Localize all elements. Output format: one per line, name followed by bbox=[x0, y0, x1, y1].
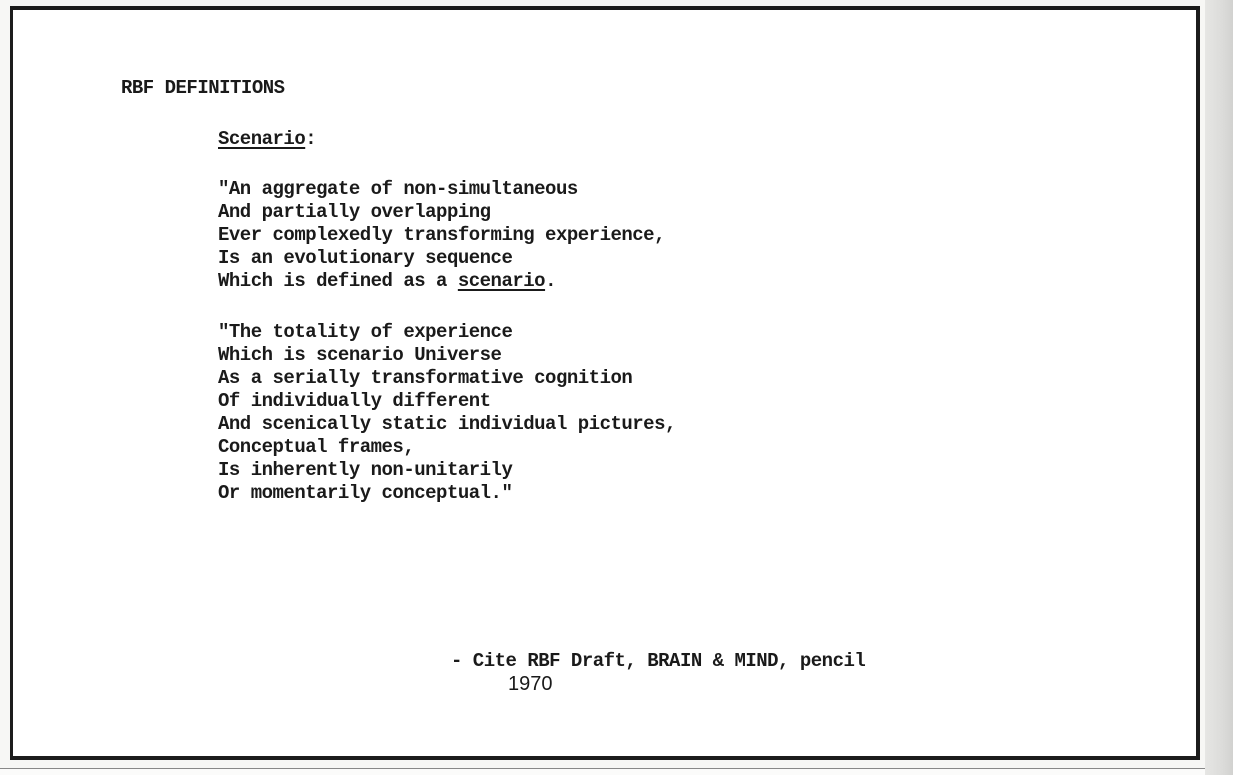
stanza-1-line-3: Ever complexedly transforming experience, bbox=[218, 224, 665, 246]
page-title: RBF DEFINITIONS bbox=[121, 77, 285, 99]
stanza-2-line-4: Of individually different bbox=[218, 390, 491, 412]
stanza-2-line-1: "The totality of experience bbox=[218, 321, 513, 343]
stanza-2-line-2: Which is scenario Universe bbox=[218, 344, 502, 366]
quote-stanza-2 bbox=[218, 321, 676, 505]
quote-stanza-1 bbox=[218, 178, 665, 293]
stanza-1-line-5 bbox=[218, 270, 665, 293]
stanza-1-line-4: Is an evolutionary sequence bbox=[218, 247, 513, 269]
stanza-2-line-3: As a serially transformative cognition bbox=[218, 367, 633, 389]
stanza-1-line-1: "An aggregate of non-simultaneous bbox=[218, 178, 578, 200]
stanza-1-line-2: And partially overlapping bbox=[218, 201, 491, 223]
stanza-2-line-5: And scenically static individual pictures, bbox=[218, 413, 676, 435]
scenario-emphasis: scenario bbox=[457, 270, 546, 292]
term-heading bbox=[218, 128, 316, 150]
stanza-2-line-8: Or momentarily conceptual." bbox=[218, 482, 513, 504]
index-card bbox=[10, 6, 1200, 760]
stanza-1-line-5-prefix: Which is defined as a bbox=[218, 270, 458, 292]
stanza-2-line-7: Is inherently non-unitarily bbox=[218, 459, 513, 481]
stanza-1-line-5-suffix: . bbox=[545, 270, 556, 292]
next-card-edge bbox=[0, 768, 1205, 775]
scan-edge-shadow bbox=[1205, 0, 1233, 775]
citation-year: 1970 bbox=[508, 673, 553, 695]
stanza-2-line-6: Conceptual frames, bbox=[218, 436, 415, 458]
term-label: Scenario bbox=[218, 128, 306, 150]
citation: - Cite RBF Draft, BRAIN & MIND, pencil bbox=[451, 650, 866, 672]
term-colon: : bbox=[305, 128, 317, 150]
